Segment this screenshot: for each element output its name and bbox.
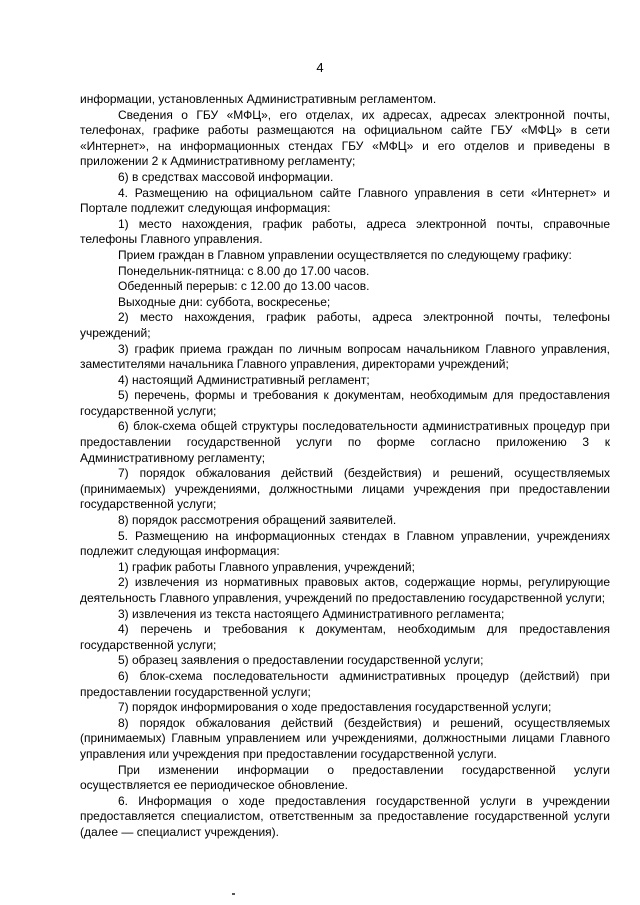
page-number: 4 [316, 60, 324, 75]
paragraph: 1) график работы Главного управления, учреждений; [118, 559, 415, 574]
paragraph: 4. Размещению на официальном сайте Главного управления в сети «Интернет» и Портале подлежит следующая информация: [80, 185, 610, 216]
paragraph: 2) место нахождения, график работы, адреса электронной почты, телефоны учреждений; [80, 310, 610, 340]
paragraph: 5) образец заявления о предоставлении государственной услуги; [118, 653, 484, 668]
paragraph: 4) настоящий Административный регламент; [118, 372, 370, 387]
paragraph: 4) перечень и требования к документам, необходимым для предоставления государственной услуги; [80, 622, 610, 652]
paragraph: 3) извлечения из текста настоящего Административного регламента; [118, 606, 505, 621]
paragraph: 5. Размещению на информационных стендах в Главном управлении, учреждениях подлежит следующая информация: [80, 528, 610, 559]
paragraph: Понедельник-пятница: с 8.00 до 17.00 часов. [118, 263, 370, 278]
paragraph: 7) порядок обжалования действий (бездействия) и решений, осуществляемых (принимаемых) учреждениями, должностными лицами учреждения при предоставлении государственной услуги; [80, 466, 610, 512]
paragraph: 6) в средствах массовой информации. [118, 169, 334, 184]
paragraph: 6) блок-схема общей структуры последовательности административных процедур при предоставлении государственной услуги по форме согласно приложению 3 к Административному регламенту; [80, 419, 610, 465]
paragraph: Прием граждан в Главном управлении осуществляется по следующему графику: [118, 247, 572, 262]
paragraph: 8) порядок рассмотрения обращений заявителей. [118, 513, 397, 528]
paragraph: 6) блок-схема последовательности административных процедур (действий) при предоставлении государственной услуги; [80, 668, 610, 699]
paragraph: 1) место нахождения, график работы, адреса электронной почты, справочные телефоны Главного управления. [80, 216, 610, 247]
paragraph: Обеденный перерыв: с 12.00 до 13.00 часов. [118, 279, 370, 294]
paragraph: 3) график приема граждан по личным вопросам начальником Главного управления, заместителями начальника Главного управления, директорами учреждений; [80, 341, 610, 372]
paragraph: информации, установленных Административным регламентом. [80, 92, 437, 106]
paragraph: 6. Информация о ходе предоставления государственной услуги в учреждении предоставляется специалистом, ответственным за предоставление государственной услуги (далее — специалист учреждения). [80, 793, 610, 839]
paragraph: 5) перечень, формы и требования к документам, необходимым для предоставления государственной услуги; [80, 388, 610, 418]
paragraph: 2) извлечения из нормативных правовых актов, содержащие нормы, регулирующие деятельность Главного управления, учреждений по предоставлению государственной услуги; [80, 575, 610, 605]
paragraph: Сведения о ГБУ «МФЦ», его отделах, их адресах, адресах электронной почты, телефонах, графике работы размещаются на официальном сайте ГБУ «МФЦ» в сети «Интернет», на информационных стендах ГБУ «МФЦ» и его отделов и приведены в приложении 2 к Административному регламенту; [80, 107, 610, 169]
scan-artifact-mark [232, 893, 235, 895]
paragraph: Выходные дни: суббота, воскресенье; [118, 294, 331, 309]
document-body [80, 92, 610, 841]
paragraph: При изменении информации о предоставлении государственной услуги осуществляется ее периодическое обновление. [80, 762, 610, 793]
paragraph: 8) порядок обжалования действий (бездействия) и решений, осуществляемых (принимаемых) Главным управлением или учреждениями, должностными лицами Главного управления или учреждения при предоставлении государственной услуги. [80, 715, 610, 761]
paragraph: 7) порядок информирования о ходе предоставления государственной услуги; [118, 700, 552, 715]
